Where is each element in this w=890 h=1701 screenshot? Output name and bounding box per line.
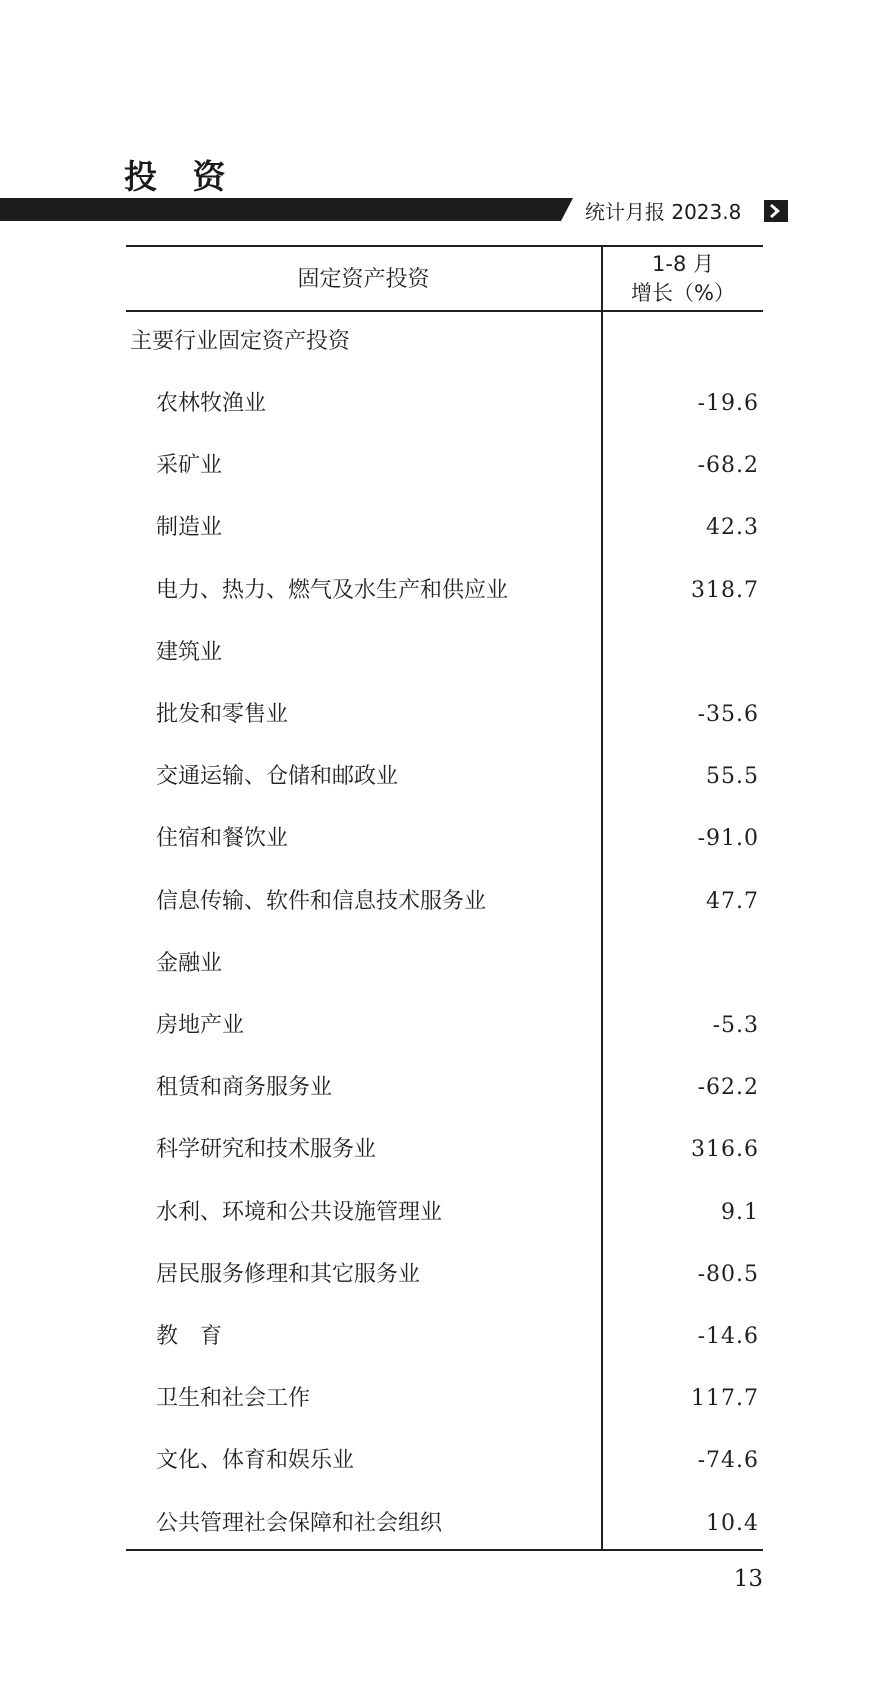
row-label: 交通运输、仓储和邮政业 xyxy=(156,764,399,790)
row-value: -91.0 xyxy=(697,826,759,852)
row-value: -35.6 xyxy=(697,702,759,727)
table-row xyxy=(126,697,763,733)
row-value: 9.1 xyxy=(721,1199,759,1225)
table-row xyxy=(126,821,763,857)
column-header-item: 固定资产投资 xyxy=(297,267,430,292)
table-top-rule xyxy=(126,245,763,247)
row-label: 电力、热力、燃气及水生产和供应业 xyxy=(156,577,509,603)
table-row xyxy=(126,448,763,484)
row-label: 住宿和餐饮业 xyxy=(156,826,289,852)
table-row xyxy=(126,884,763,920)
row-label: 金融业 xyxy=(156,950,223,976)
row-value: -19.6 xyxy=(697,391,759,416)
row-value: 42.3 xyxy=(706,515,759,541)
table-row xyxy=(126,510,763,546)
table-row xyxy=(126,1257,763,1293)
row-value: 55.5 xyxy=(706,764,759,790)
row-label: 文化、体育和娱乐业 xyxy=(156,1448,355,1474)
table-row xyxy=(126,573,763,609)
row-label: 建筑业 xyxy=(156,639,223,665)
row-value: -5.3 xyxy=(712,1013,759,1038)
table-row xyxy=(126,759,763,795)
column-header-unit: 增长（%） xyxy=(631,281,735,305)
row-label: 卫生和社会工作 xyxy=(156,1386,311,1412)
row-label: 农林牧渔业 xyxy=(156,391,267,416)
row-value: -14.6 xyxy=(697,1324,759,1349)
row-label: 公共管理社会保障和社会组织 xyxy=(156,1510,443,1536)
chevron-right-icon xyxy=(764,200,788,222)
table-row xyxy=(126,635,763,671)
table-row xyxy=(126,1195,763,1231)
table-row xyxy=(126,386,763,422)
row-label: 房地产业 xyxy=(156,1013,245,1038)
row-value: -62.2 xyxy=(697,1075,759,1101)
group-label: 主要行业固定资产投资 xyxy=(130,329,351,354)
section-title: 投 资 xyxy=(124,157,238,196)
table-row xyxy=(126,1070,763,1106)
row-label: 居民服务修理和其它服务业 xyxy=(156,1261,421,1287)
row-value: -68.2 xyxy=(697,453,759,479)
table-row xyxy=(126,946,763,982)
table-bottom-rule xyxy=(126,1549,763,1551)
table-row xyxy=(126,1132,763,1168)
row-label: 教 育 xyxy=(156,1324,223,1349)
row-label: 制造业 xyxy=(156,515,223,541)
column-header-period: 1-8 月 xyxy=(652,252,714,276)
table-row xyxy=(126,1443,763,1479)
table-row xyxy=(126,1381,763,1417)
table-row xyxy=(126,1008,763,1044)
table-header-rule xyxy=(126,310,763,312)
row-value: 10.4 xyxy=(706,1510,759,1536)
row-value: 117.7 xyxy=(691,1386,759,1412)
table-group-row xyxy=(126,324,763,360)
table-row xyxy=(126,1319,763,1355)
row-label: 采矿业 xyxy=(156,453,223,479)
header-bar xyxy=(0,198,573,221)
publication-label: 统计月报 2023.8 xyxy=(585,200,742,224)
page-number: 13 xyxy=(733,1566,763,1592)
row-value: 318.7 xyxy=(691,577,759,603)
row-value: -80.5 xyxy=(697,1261,759,1287)
row-label: 批发和零售业 xyxy=(156,702,289,727)
row-label: 信息传输、软件和信息技术服务业 xyxy=(156,888,487,914)
row-value: 316.6 xyxy=(691,1137,759,1163)
row-value: 47.7 xyxy=(706,888,759,914)
column-header-growth xyxy=(603,250,763,308)
table-row xyxy=(126,1506,763,1542)
row-label: 租赁和商务服务业 xyxy=(156,1075,333,1101)
row-value: -74.6 xyxy=(697,1448,759,1474)
row-label: 科学研究和技术服务业 xyxy=(156,1137,377,1163)
row-label: 水利、环境和公共设施管理业 xyxy=(156,1199,443,1225)
